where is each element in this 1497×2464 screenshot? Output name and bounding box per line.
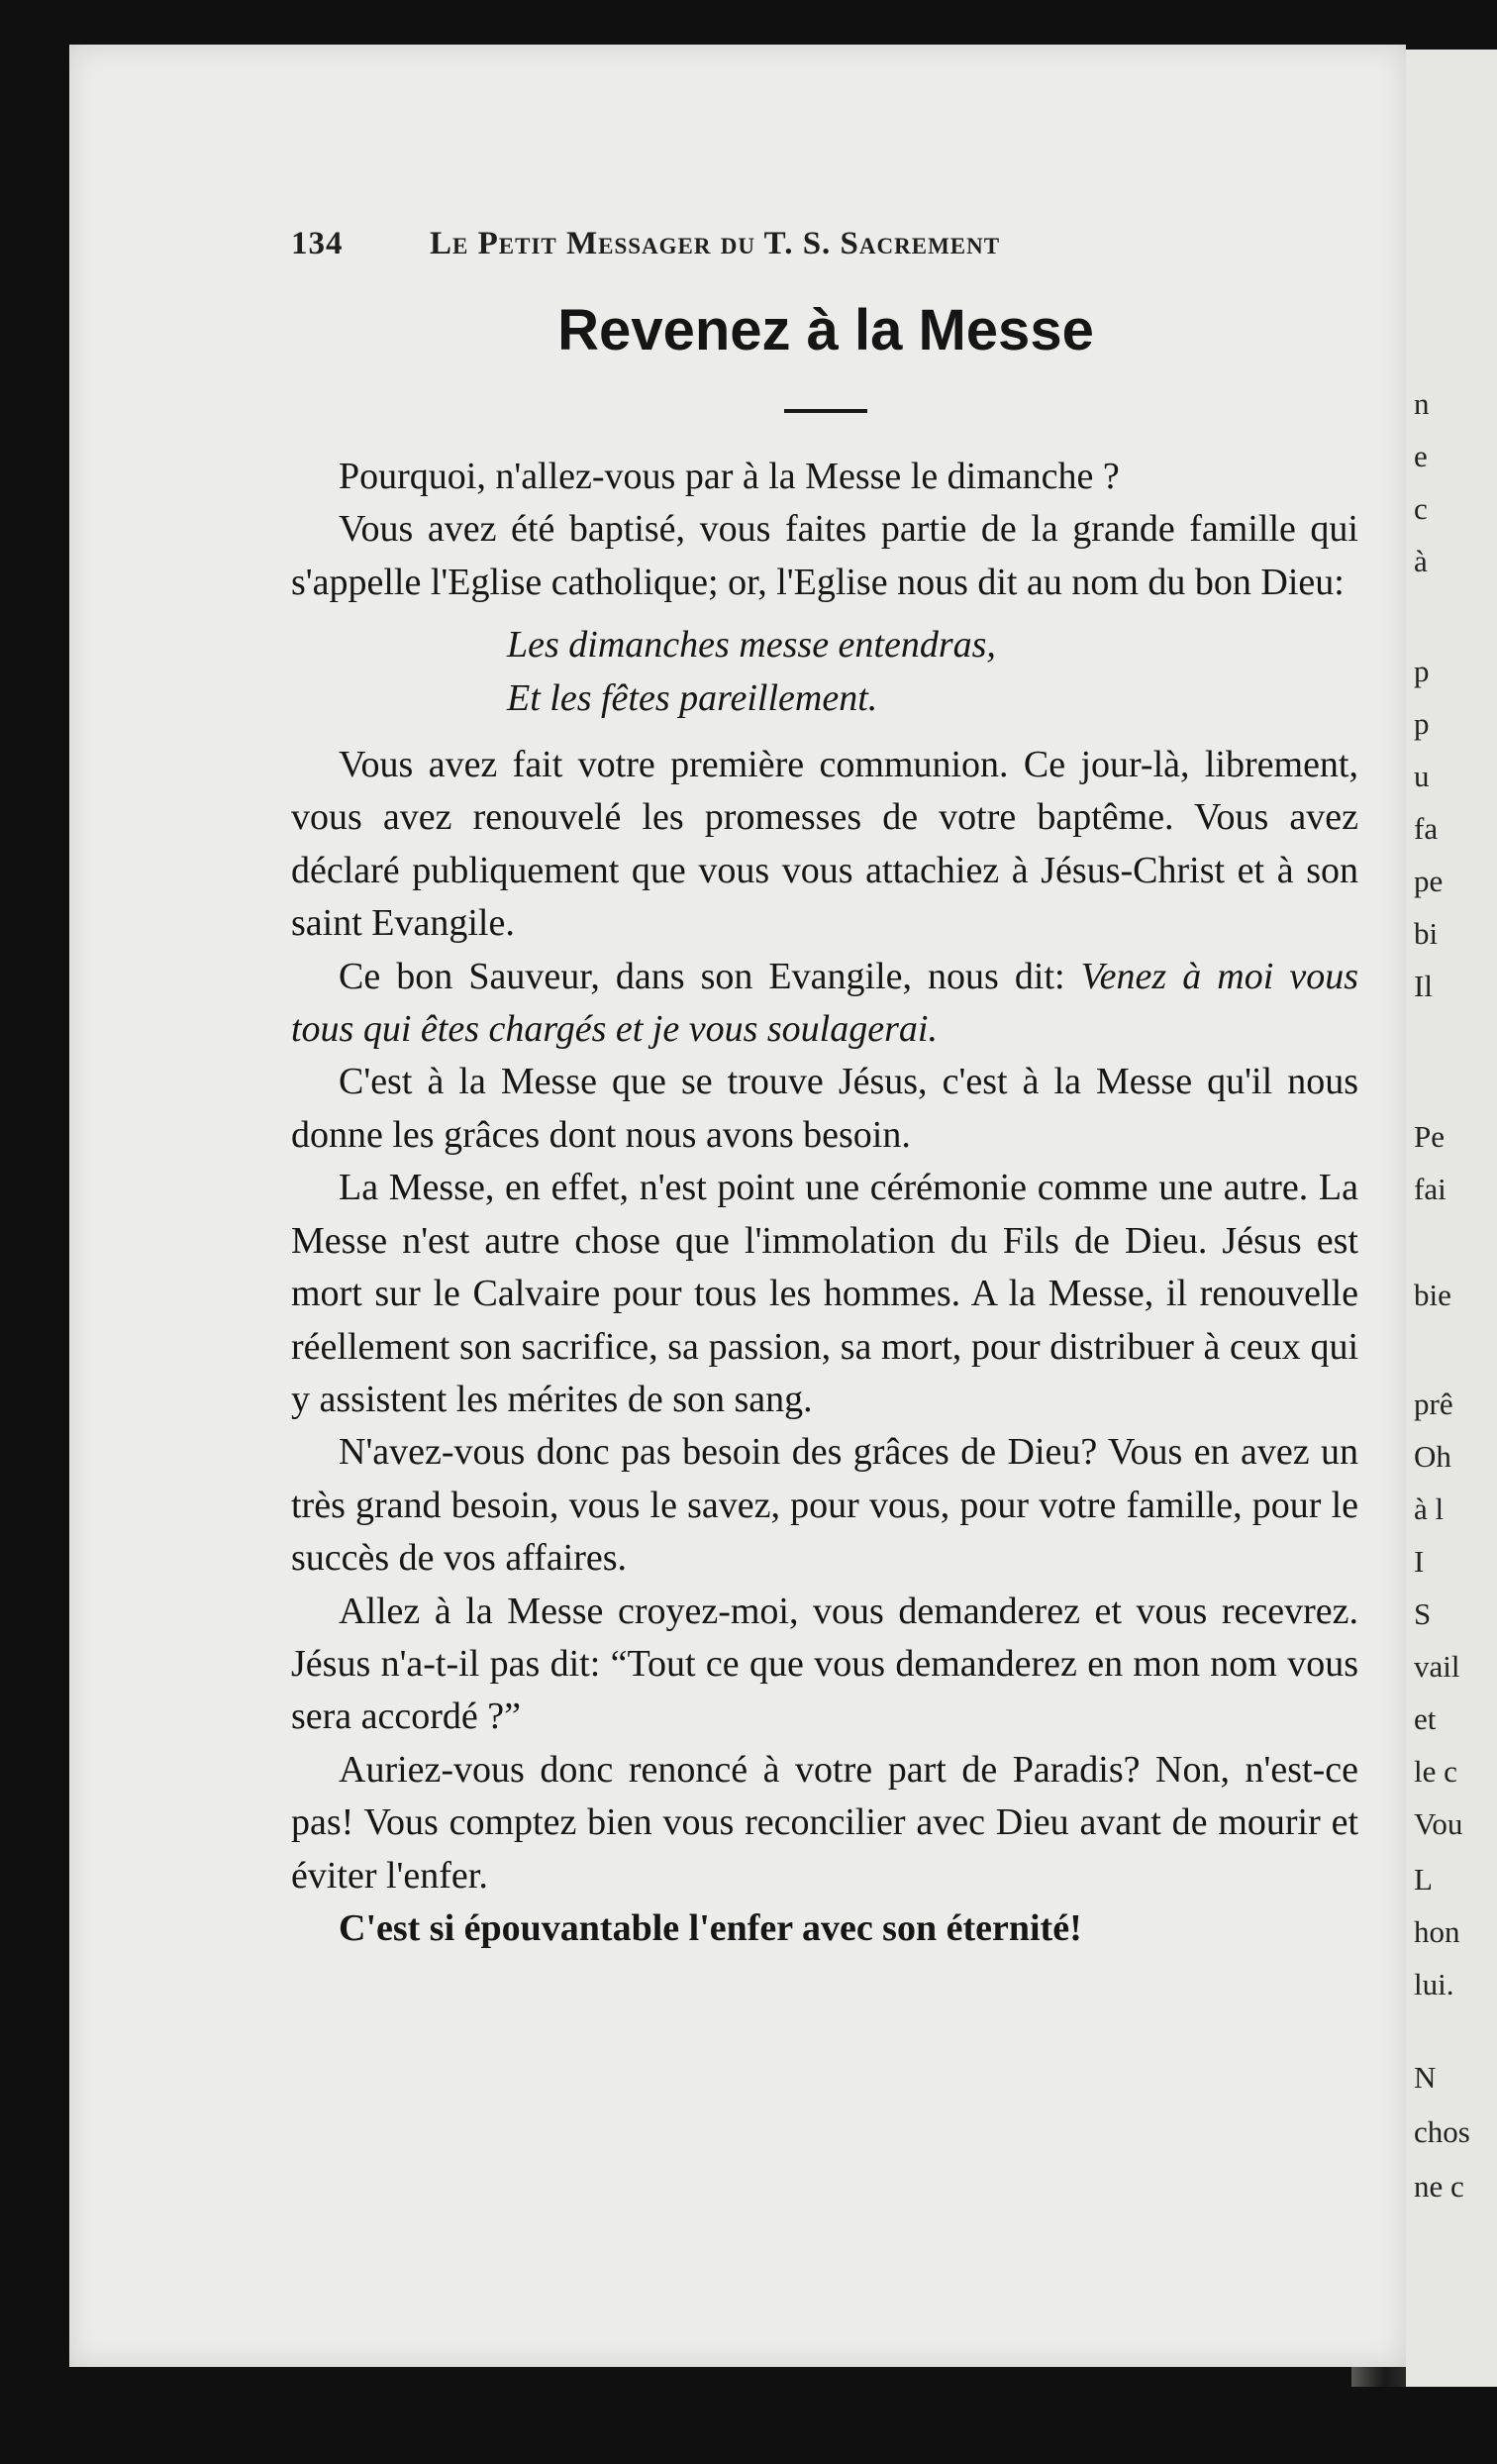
facing-fragment: à — [1414, 544, 1428, 578]
paragraph: Vous avez été baptisé, vous faites partie de la grande famille qui s'appelle l'Eglise catholique; or, l'Eglise nous dit au nom du bon Dieu: — [291, 508, 1358, 603]
facing-fragment: S — [1414, 1596, 1432, 1631]
facing-fragment: I — [1414, 1544, 1425, 1579]
facing-fragment: prê — [1414, 1386, 1453, 1421]
facing-fragment: Il — [1414, 969, 1433, 1003]
facing-fragment: vail — [1414, 1649, 1460, 1684]
facing-fragment: u — [1414, 759, 1430, 793]
paragraph: Pourquoi, n'allez-vous par à la Messe le dimanche ? — [339, 456, 1120, 497]
facing-fragment: p — [1414, 706, 1430, 741]
facing-fragment: fai — [1414, 1172, 1447, 1206]
title-rule — [784, 409, 867, 413]
facing-fragment: pe — [1414, 864, 1444, 898]
paragraph: C'est à la Messe que se trouve Jésus, c'est à la Messe qu'il nous donne les grâces dont nous avons besoin. — [291, 1061, 1358, 1156]
facing-fragment: chos — [1414, 2114, 1470, 2149]
facing-fragment: lui. — [1414, 1967, 1454, 2002]
sauveur-quote: Venez à moi vous tous qui êtes chargés et je vous soulagerai. — [291, 955, 1358, 1051]
sauveur-intro: Ce bon Sauveur, dans son Evangile, nous dit: — [339, 955, 1065, 997]
paragraph: Allez à la Messe croyez-moi, vous demanderez et vous recevrez. Jésus n'a-t-il pas dit: “Tout ce que vous demanderez en mon nom vous sera accordé ?” — [291, 1590, 1358, 1738]
facing-fragment: e — [1414, 439, 1428, 473]
facing-fragment: bi — [1414, 916, 1439, 951]
facing-fragment: Pe — [1414, 1119, 1445, 1154]
facing-fragment: le c — [1414, 1754, 1457, 1789]
paragraph-sauveur — [291, 951, 1358, 1057]
facing-fragment: p — [1414, 654, 1430, 688]
facing-fragment: bie — [1414, 1278, 1451, 1312]
paragraph: Vous avez fait votre première communion. Ce jour-là, librement, vous avez renouvelé les promesses de votre baptême. Vous avez déclaré publiquement que vous vous attachiez à Jésus-Christ et à son saint Evangile. — [291, 744, 1358, 945]
running-header — [291, 226, 1202, 262]
facing-fragment: et — [1414, 1701, 1437, 1736]
paragraph: N'avez-vous donc pas besoin des grâces de Dieu? Vous en avez un très grand besoin, vous le savez, pour vous, pour votre famille, pour le succès de vos affaires. — [291, 1431, 1358, 1580]
closing-line: C'est si épouvantable l'enfer avec son éternité! — [339, 1906, 1082, 1949]
article-title: Revenez à la Messe — [557, 298, 1094, 362]
facing-fragment: n — [1414, 386, 1430, 421]
facing-page — [1406, 50, 1497, 2387]
verse-line: Et les fêtes pareillement. — [507, 676, 878, 719]
article-body — [291, 451, 1358, 1955]
facing-fragment: Oh — [1414, 1439, 1451, 1474]
page-number: 134 — [291, 226, 344, 261]
facing-fragment: L — [1414, 1862, 1433, 1897]
facing-fragment: ne c — [1414, 2169, 1464, 2204]
verse-line: Les dimanches messe entendras, — [507, 624, 996, 667]
paragraph: La Messe, en effet, n'est point une cérémonie comme une autre. La Messe n'est autre chose que l'immolation du Fils de Dieu. Jésus est mort sur le Calvaire pour tous les hommes. A la Messe, il renouvelle réellement son sacrifice, sa passion, sa mort, pour distribuer à ceux qui y assistent les mérites de son sang. — [291, 1167, 1358, 1420]
facing-fragment: N — [1414, 2060, 1437, 2095]
facing-fragment: à l — [1414, 1491, 1445, 1526]
paragraph: Auriez-vous donc renoncé à votre part de Paradis? Non, n'est-ce pas! Vous comptez bien vous reconcilier avec Dieu avant de mourir et éviter l'enfer. — [291, 1748, 1358, 1897]
facing-fragment: hon — [1414, 1914, 1460, 1949]
facing-fragment: Vou — [1414, 1806, 1463, 1841]
verse-quote — [507, 619, 1358, 725]
running-title: Le Petit Messager du T. S. Sacrement — [430, 226, 1001, 261]
facing-fragment: fa — [1414, 811, 1439, 846]
facing-fragment: c — [1414, 491, 1428, 526]
